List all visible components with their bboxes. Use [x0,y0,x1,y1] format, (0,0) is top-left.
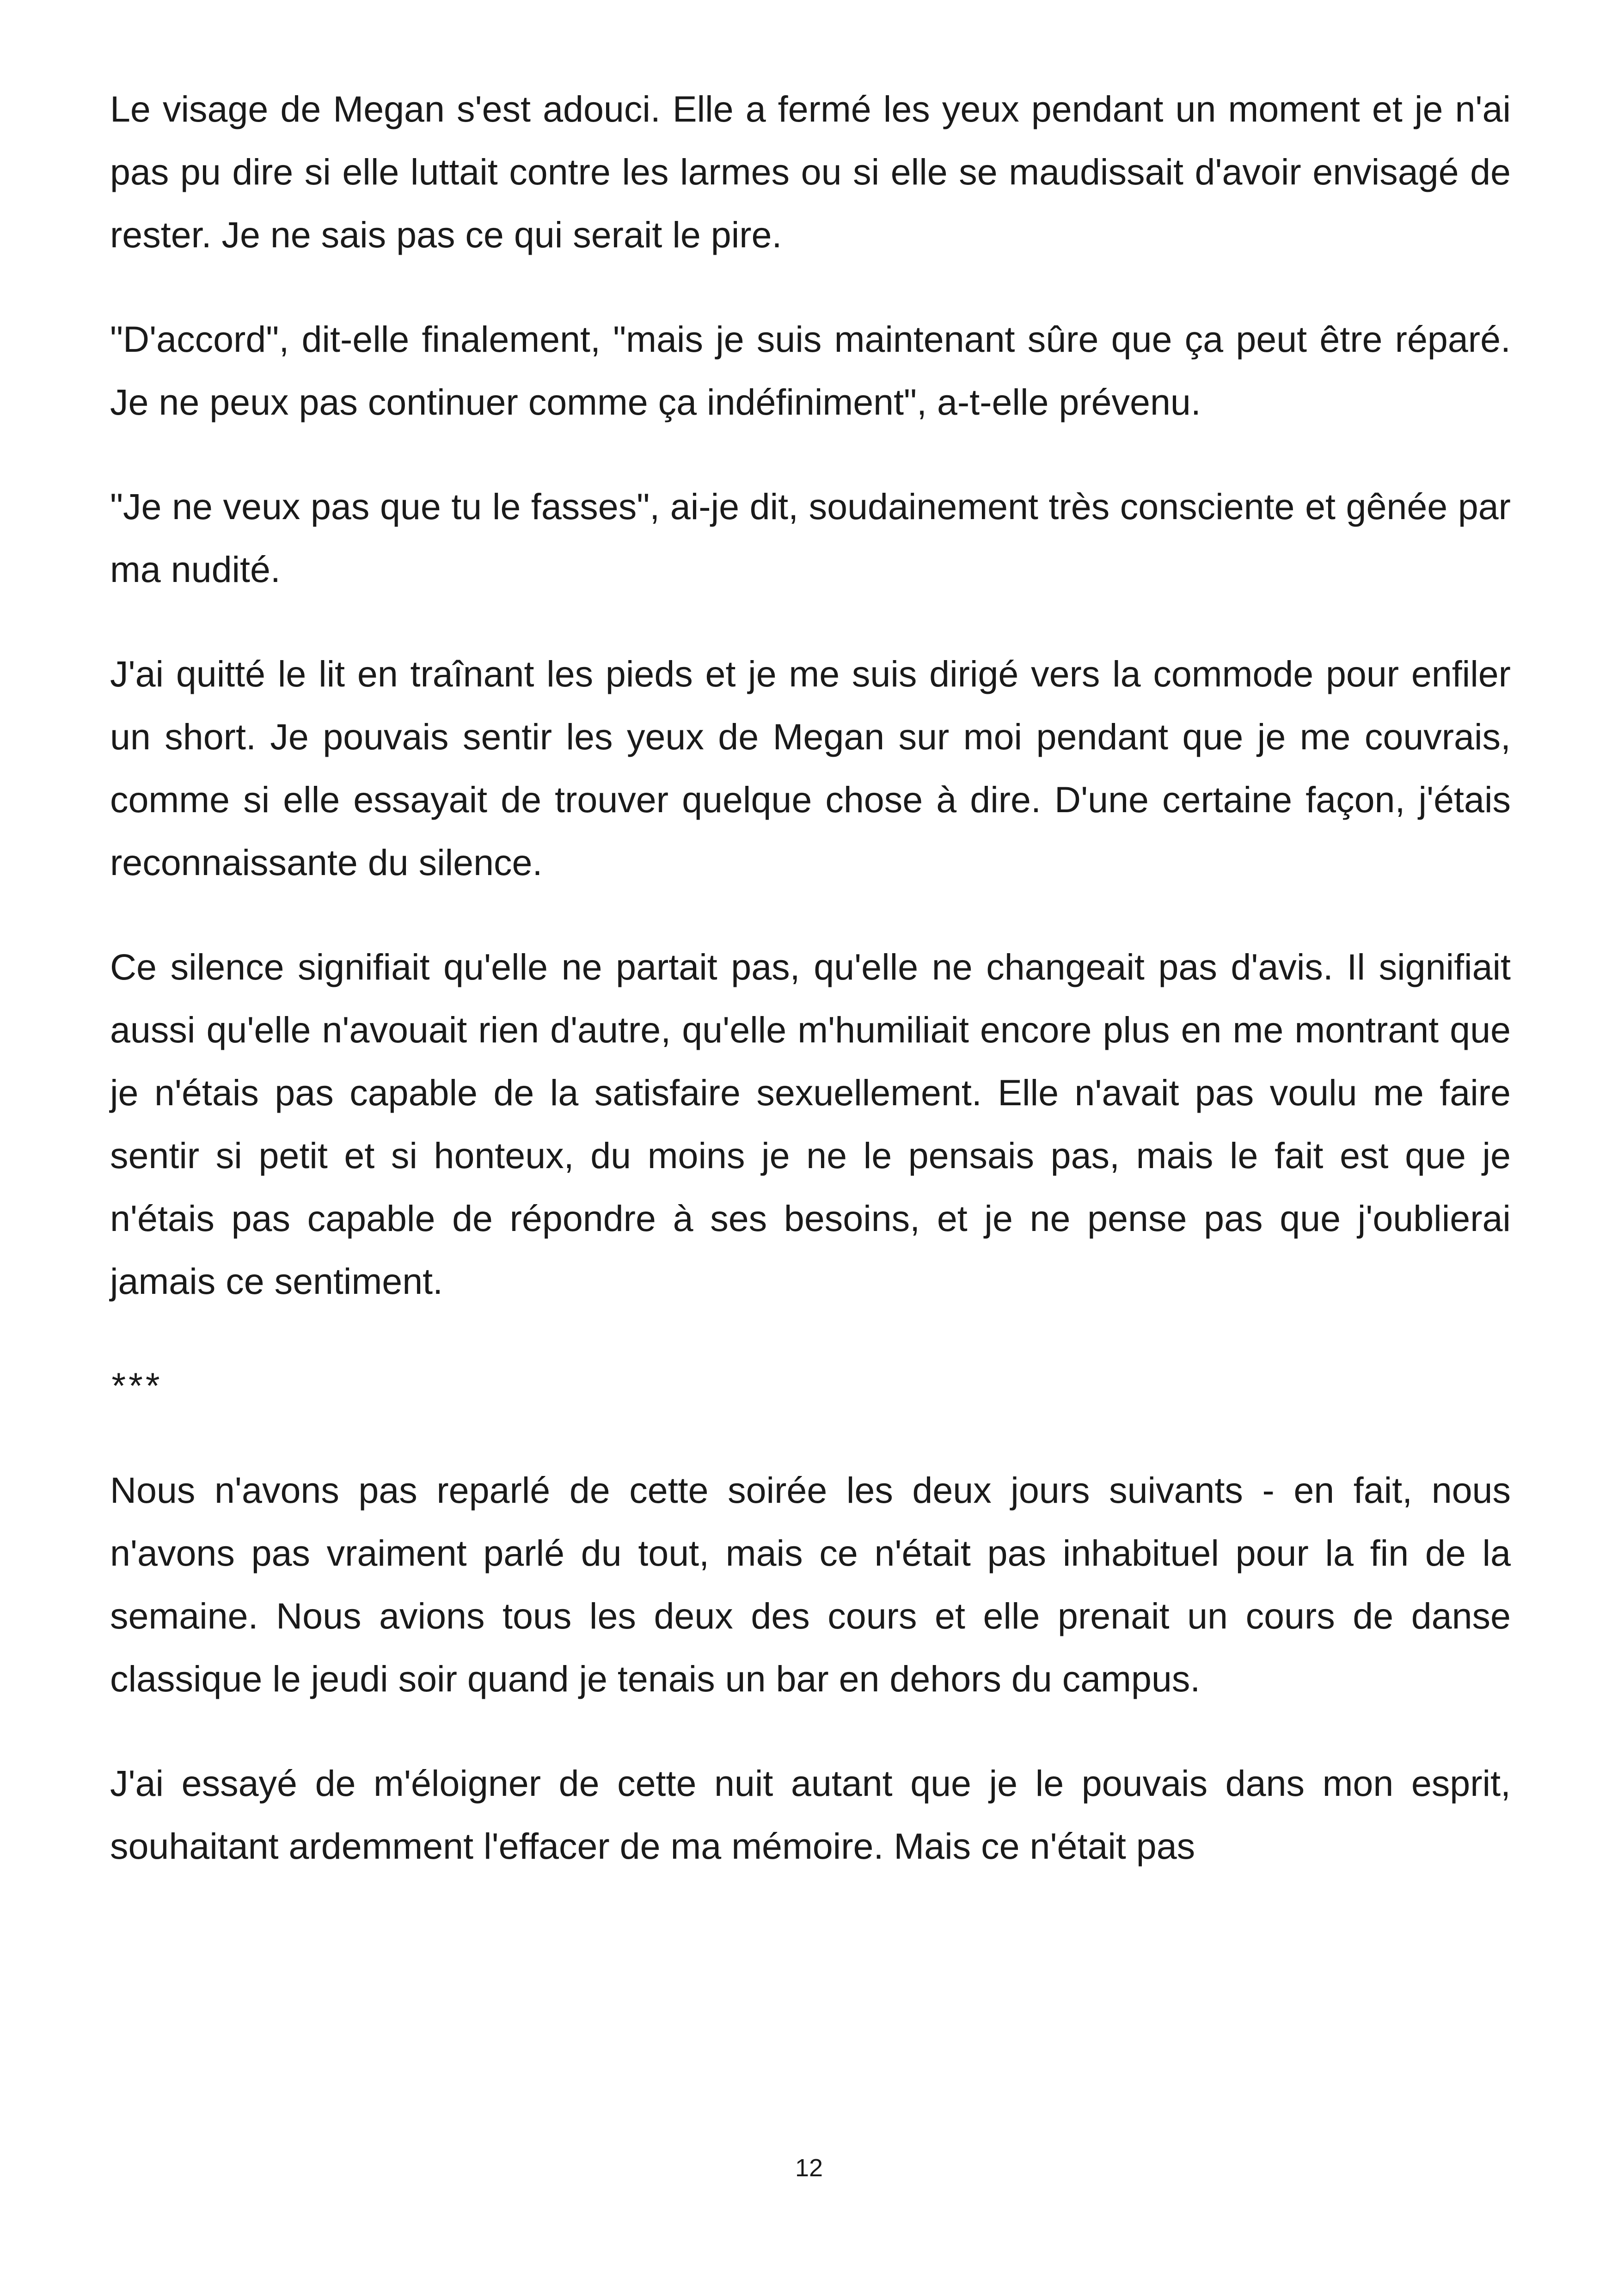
page-number: 12 [795,2154,823,2182]
scene-separator: *** [110,1365,161,1406]
body-text [110,78,1511,1919]
paragraph-1: Le visage de Megan s'est adouci. Elle a fermé les yeux pendant un moment et je n'ai pas pu dire si elle luttait contre les larmes ou si elle se maudissait d'avoir envisagé de rester. Je ne sais pas ce qui serait le pire. [110,88,1511,255]
paragraph-2: "D'accord", dit-elle finalement, "mais je suis maintenant sûre que ça peut être réparé. Je ne peux pas continuer comme ça indéfiniment", a-t-elle prévenu. [110,318,1511,422]
paragraph-7: J'ai essayé de m'éloigner de cette nuit autant que je le pouvais dans mon esprit, souhaitant ardemment l'effacer de ma mémoire. Mais ce n'était pas [110,1763,1511,1867]
paragraph-6: Nous n'avons pas reparlé de cette soirée les deux jours suivants - en fait, nous n'avons pas vraiment parlé du tout, mais ce n'était pas inhabituel pour la fin de la semaine. Nous avions tous les deux des cours et elle prenait un cours de danse classique le jeudi soir quand je tenais un bar en dehors du campus. [110,1469,1511,1699]
paragraph-5: Ce silence signifiait qu'elle ne partait pas, qu'elle ne changeait pas d'avis. Il signifiait aussi qu'elle n'avouait rien d'autre, qu'elle m'humiliait encore plus en me montrant que je n'étais pas capable de la satisfaire sexuellement. Elle n'avait pas voulu me faire sentir si petit et si honteux, du moins je ne le pensais pas, mais le fait est que je n'étais pas capable de répondre à ses besoins, et je ne pense pas que j'oublierai jamais ce sentiment. [110,946,1511,1302]
paragraph-4: J'ai quitté le lit en traînant les pieds et je me suis dirigé vers la commode pour enfiler un short. Je pouvais sentir les yeux de Megan sur moi pendant que je me couvrais, comme si elle essayait de trouver quelque chose à dire. D'une certaine façon, j'étais reconnaissante du silence. [110,653,1511,883]
paragraph-3: "Je ne veux pas que tu le fasses", ai-je dit, soudainement très consciente et gênée par ma nudité. [110,486,1511,590]
